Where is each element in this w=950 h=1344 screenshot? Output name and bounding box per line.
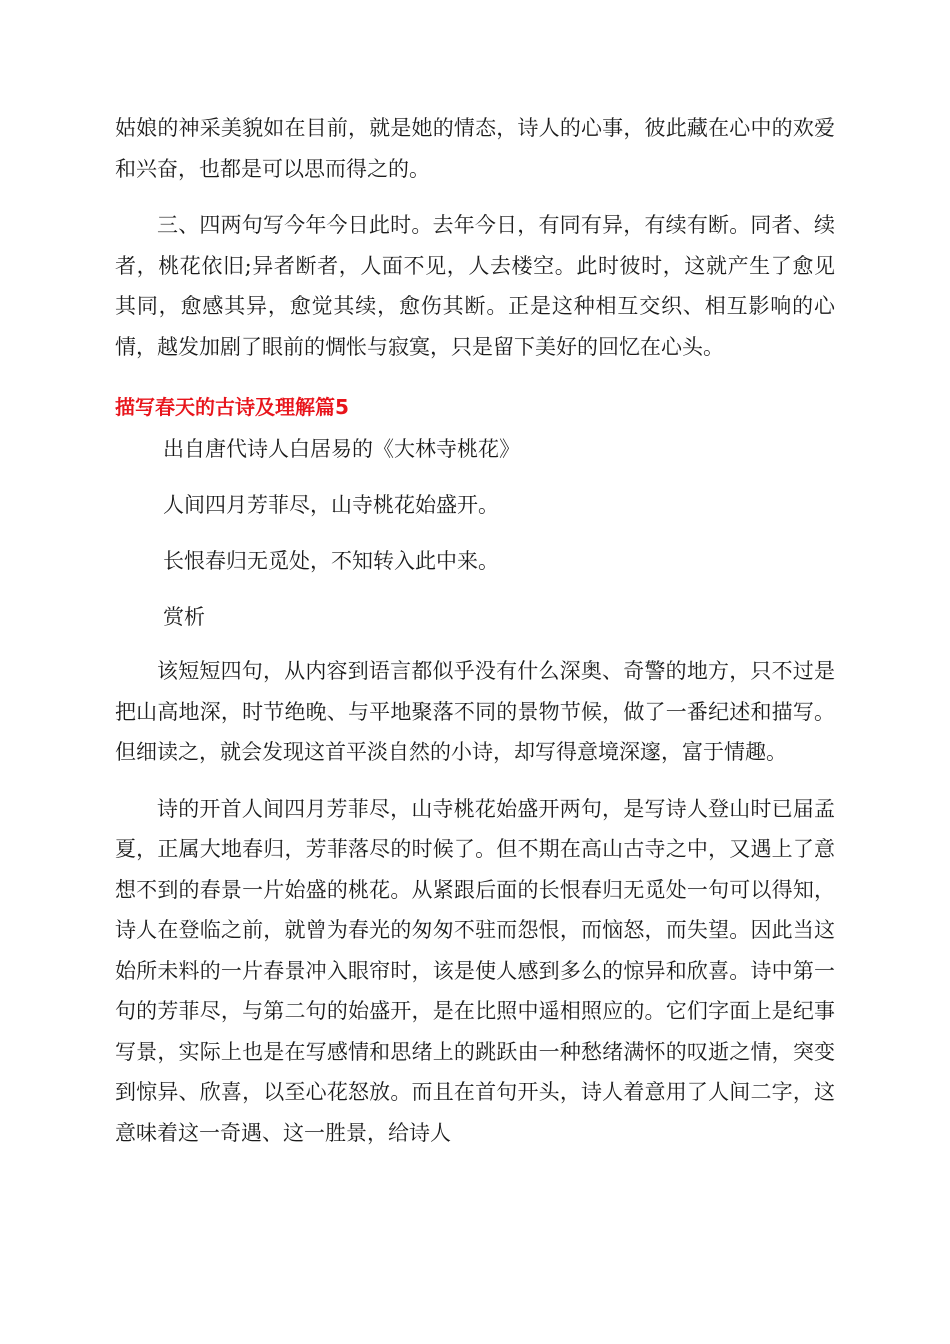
section-heading: 描写春天的古诗及理解篇5 [115,395,349,419]
poem-source: 出自唐代诗人白居易的《大林寺桃花》 [163,437,520,461]
analysis-paragraph-1: 该短短四句，从内容到语言都似乎没有什么深奥、奇警的地方，只不过是把山高地深，时节绝晚、与平地聚落不同的景物节候，做了一番纪述和描写。但细读之，就会发现这首平淡自然的小诗，却写得意境深邃，富于情趣。 [115,659,835,764]
paragraph-lines-three-four: 三、四两句写今年今日此时。去年今日，有同有异，有续有断。同者、续者，桃花依旧;异者断者，人面不见，人去楼空。此时彼时，这就产生了愈见其同，愈感其异，愈觉其续，愈伤其断。正是这种相互交织、相互影响的心情，越发加剧了眼前的惆怅与寂寞，只是留下美好的回忆在心头。 [115,213,835,359]
appreciation-label: 赏析 [163,605,205,629]
poem-verse-2: 长恨春归无觅处，不知转入此中来。 [163,549,499,573]
document-page [115,108,835,1153]
paragraph-continuation: 姑娘的神采美貌如在目前，就是她的情态，诗人的心事，彼此藏在心中的欢爱和兴奋，也都是可以思而得之的。 [115,116,835,181]
analysis-paragraph-2: 诗的开首人间四月芳菲尽，山寺桃花始盛开两句，是写诗人登山时已届孟夏，正属大地春归，芳菲落尽的时候了。但不期在高山古寺之中，又遇上了意想不到的春景一片始盛的桃花。从紧跟后面的长恨春归无觅处一句可以得知，诗人在登临之前，就曾为春光的匆匆不驻而怨恨，而恼怒，而失望。因此当这始所未料的一片春景冲入眼帘时，该是使人感到多么的惊异和欣喜。诗中第一句的芳菲尽，与第二句的始盛开，是在比照中遥相照应的。它们字面上是纪事写景，实际上也是在写感情和思绪上的跳跃由一种愁绪满怀的叹逝之情，突变到惊异、欣喜，以至心花怒放。而且在首句开头，诗人着意用了人间二字，这意味着这一奇遇、这一胜景，给诗人 [115,796,835,1145]
poem-verse-1: 人间四月芳菲尽，山寺桃花始盛开。 [163,493,499,517]
